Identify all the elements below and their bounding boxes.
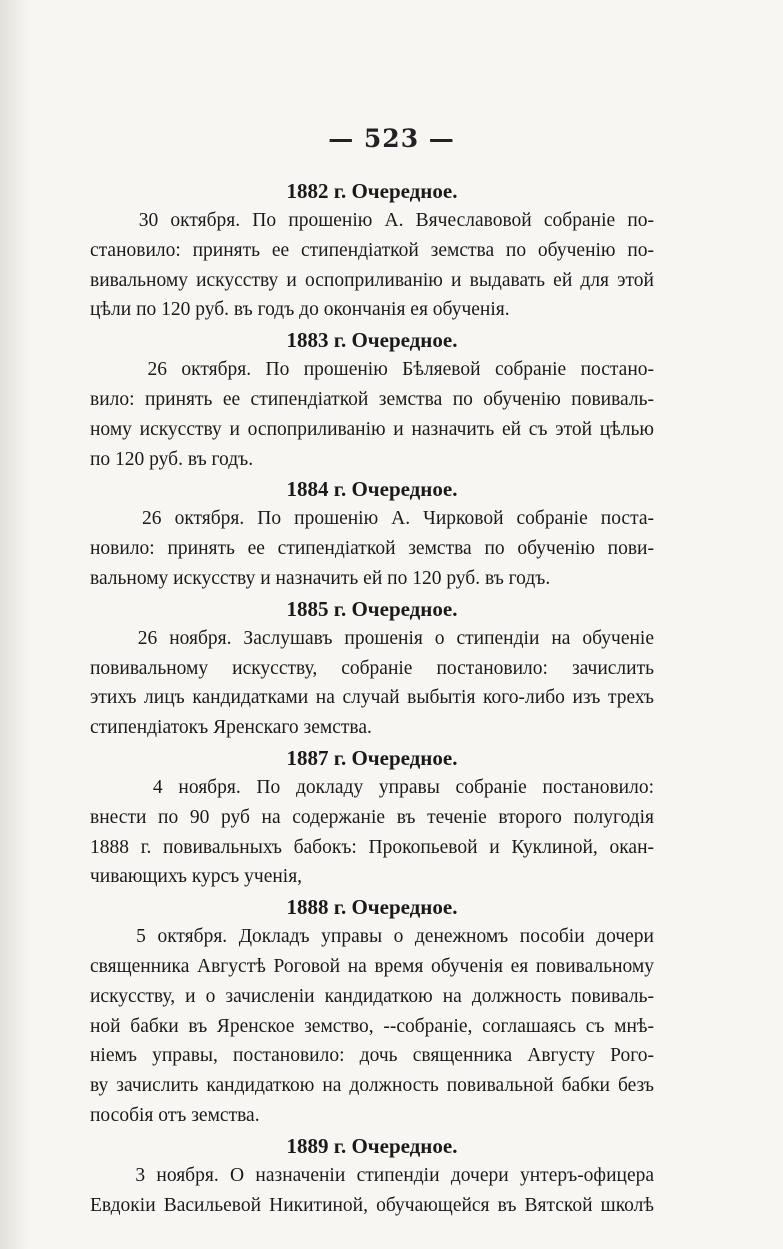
text-line: вальному искусству и назначить ей по 120 руб. въ годъ. (90, 567, 551, 589)
text-line: чивающихъ курсъ ученія, (90, 866, 303, 888)
year-heading: 1888 г. Очередное. (286, 895, 458, 920)
text-line: 4 ноября. По докладу управы собраніе постановило: (90, 776, 654, 798)
year-heading: 1887 г. Очередное. (286, 745, 458, 770)
year-heading: 1884 г. Очередное. (286, 477, 458, 502)
paragraph (90, 206, 654, 325)
text-line: вило: принять ее стипендіаткой земства по обученію повиваль- (90, 388, 654, 410)
text-line: ву зачислить кандидаткою на должность повивальной бабки безъ (90, 1075, 654, 1097)
text-line: вивальному искусству и оспоприливанію и выдавать ей для этой (90, 269, 654, 291)
text-line: становило: принять ее стипендіаткой земства по обученію по- (90, 239, 654, 261)
text-line: 3 ноября. О назначеніи стипендіи дочери унтеръ-офицера (90, 1164, 654, 1186)
year-heading: 1885 г. Очередное. (286, 596, 458, 621)
text-line: ніемъ управы, постановило: дочь священника Августу Рого- (90, 1045, 654, 1067)
text-line: по 120 руб. въ годъ. (90, 448, 254, 470)
text-line: 30 октября. По прошенію А. Вячеславовой собраніе по- (90, 210, 654, 231)
page-number: — 523 — (328, 124, 455, 153)
text-line: священника Августѣ Роговой на время обученія ея повивальному (90, 955, 654, 977)
paragraph (90, 624, 654, 743)
text-line: 26 ноября. Заслушавъ прошенія о стипендіи на обученіе (90, 627, 654, 649)
paragraph (90, 355, 654, 474)
paragraph (90, 504, 654, 593)
text-line: стипендіатокъ Яренскаго земства. (90, 717, 372, 739)
text-line: пособія отъ земства. (90, 1104, 260, 1126)
text-line: повивальному искусству, собраніе постановило: зачислить (90, 657, 654, 679)
text-line: 1888 г. повивальныхъ бабокъ: Прокопьевой и Куклиной, окан- (90, 836, 654, 858)
paragraph (90, 1161, 654, 1221)
text-line: искусству, и о зачисленіи кандидаткою на должность повиваль- (90, 985, 654, 1007)
year-heading: 1883 г. Очередное. (286, 328, 458, 353)
page-body (90, 176, 654, 1220)
year-heading: 1882 г. Очередное. (286, 179, 458, 203)
text-line: Евдокіи Васильевой Никитиной, обучающейся въ Вятской школѣ (90, 1194, 654, 1216)
text-line: новило: принять ее стипендіаткой земства по обученію пови- (90, 538, 654, 560)
paragraph (90, 922, 654, 1131)
text-line: ной бабки въ Яренское земство, --собраніе, соглашаясь съ мнѣ- (90, 1015, 654, 1037)
text-line: 26 октября. По прошенію Бѣляевой собраніе постано- (90, 359, 654, 381)
paragraph (90, 773, 654, 892)
text-line: этихъ лицъ кандидатками на случай выбытія кого-либо изъ трехъ (90, 687, 654, 709)
year-heading: 1889 г. Очередное. (286, 1133, 458, 1158)
text-line: 26 октября. По прошенію А. Чирковой собраніе поста- (90, 508, 654, 530)
text-line: цѣли по 120 руб. въ годъ до окончанія ея обученія. (90, 299, 510, 321)
text-line: 5 октября. Докладъ управы о денежномъ пособіи дочери (90, 926, 654, 948)
text-line: ному искусству и оспоприливанію и назначить ей съ этой цѣлью (90, 418, 654, 440)
text-line: внести по 90 руб на содержаніе въ теченіе второго полугодія (90, 806, 654, 828)
